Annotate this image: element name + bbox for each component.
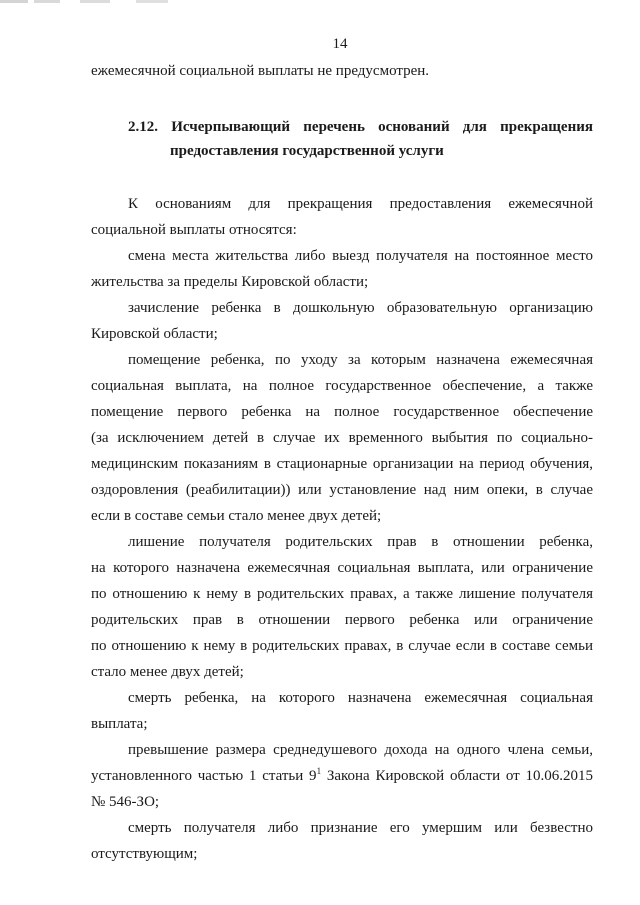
page-number: 14 bbox=[332, 36, 348, 52]
paragraph-line: медицинским показаниям в стационарные организации на период обучения, bbox=[91, 456, 593, 472]
paragraph-list bbox=[91, 191, 593, 867]
paragraph-line: смена места жительства либо выезд получателя на постоянное место bbox=[128, 248, 593, 264]
paragraph bbox=[91, 685, 593, 737]
paragraph bbox=[91, 243, 593, 295]
paragraph-line-text: Закона Кировской области от 10.06.2015 bbox=[321, 768, 594, 784]
paragraph-line: смерть получателя либо признание его умершим или безвестно bbox=[128, 820, 593, 836]
paragraph-line: превышение размера среднедушевого дохода на одного члена семьи, bbox=[128, 742, 593, 758]
paragraph-line: смерть ребенка, на которого назначена ежемесячная социальная bbox=[128, 690, 593, 706]
paragraph-line: оздоровления (реабилитации)) или установление над ним опеки, в случае bbox=[91, 482, 593, 498]
paragraph-line: Кировской области; bbox=[91, 326, 218, 342]
paragraph-line: по отношению к нему в родительских правах, в случае если в составе семьи bbox=[91, 638, 593, 654]
paragraph-line: на которого назначена ежемесячная социальная выплата, или ограничение bbox=[91, 560, 593, 576]
paragraph-line bbox=[91, 763, 593, 789]
paragraph-line: отсутствующим; bbox=[91, 846, 198, 862]
paragraph-line-text: установленного частью 1 статьи 9 bbox=[91, 768, 317, 784]
paragraph-line: помещение ребенка, по уходу за которым назначена ежемесячная bbox=[128, 352, 593, 368]
section-heading bbox=[91, 115, 593, 163]
paragraph bbox=[91, 815, 593, 867]
paragraph-line: стало менее двух детей; bbox=[91, 664, 244, 680]
paragraph-line: лишение получателя родительских прав в отношении ребенка, bbox=[128, 534, 593, 550]
section-heading-line-1: 2.12. Исчерпывающий перечень оснований для прекращения bbox=[128, 119, 593, 135]
paragraph-line: зачисление ребенка в дошкольную образовательную организацию bbox=[128, 300, 593, 316]
document-body bbox=[91, 58, 593, 867]
paragraph-line: (за исключением детей в случае их временного выбытия по социально- bbox=[91, 430, 593, 446]
paragraph bbox=[91, 191, 593, 243]
paragraph-line: К основаниям для прекращения предоставления ежемесячной bbox=[128, 196, 593, 212]
spacer bbox=[91, 163, 593, 191]
paragraph-line: социальная выплата, на полное государственное обеспечение, а также bbox=[91, 378, 593, 394]
paragraph-line: социальной выплаты относятся: bbox=[91, 222, 297, 238]
continuation-text: ежемесячной социальной выплаты не предусмотрен. bbox=[91, 63, 430, 79]
paragraph-line: родительских прав в отношении первого ребенка или ограничение bbox=[91, 612, 593, 628]
paragraph bbox=[91, 737, 593, 815]
paragraph bbox=[91, 295, 593, 347]
paragraph-line: если в составе семьи стало менее двух детей; bbox=[91, 508, 382, 524]
paragraph bbox=[91, 347, 593, 529]
paragraph-line: помещение первого ребенка на полное государственное обеспечение bbox=[91, 404, 593, 420]
paragraph bbox=[91, 529, 593, 685]
paragraph-line: № 546-ЗО; bbox=[91, 794, 160, 810]
paragraph-line: жительства за пределы Кировской области; bbox=[91, 274, 369, 290]
paragraph-line: по отношению к нему в родительских правах, а также лишение получателя bbox=[91, 586, 593, 602]
section-heading-line-2: предоставления государственной услуги bbox=[170, 143, 444, 159]
scan-edge-artifact bbox=[0, 0, 200, 3]
superscript: 1 bbox=[316, 766, 322, 776]
paragraph-line: выплата; bbox=[91, 716, 148, 732]
